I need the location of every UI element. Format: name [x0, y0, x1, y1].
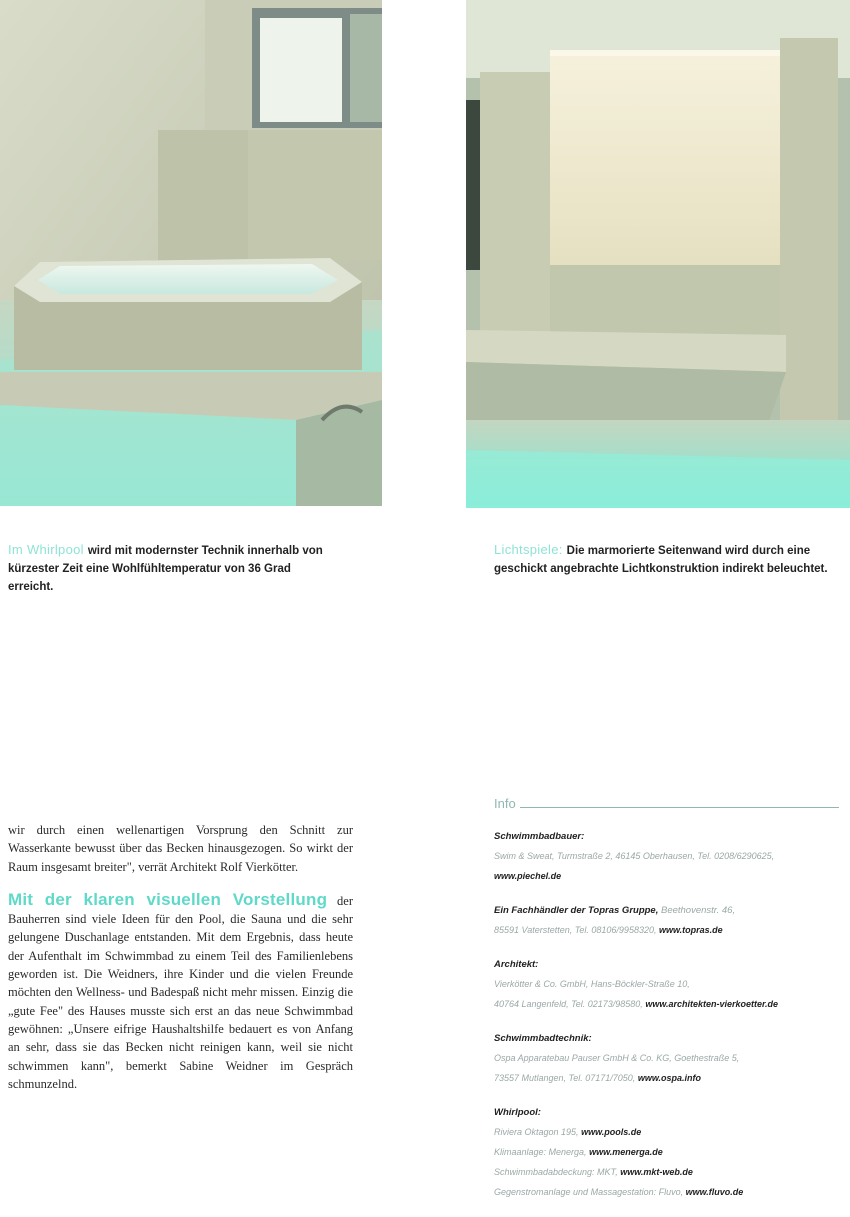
info-label: Architekt: [494, 959, 539, 970]
highlight-lead: Mit der klaren visuellen Vorstellung [8, 889, 328, 909]
info-line [494, 866, 839, 886]
info-line [494, 1142, 839, 1162]
info-line [494, 1068, 839, 1088]
info-label: Schwimmbadbauer: [494, 831, 585, 842]
article-paragraph-text: der Bauherren sind viele Ideen für den Pool, die Sauna und die sehr gelungene Duschanlage entstanden. Mit dem Ergebnis, dass heute der Aufenthalt im Schwimmbad zu einem Teil des Familienlebens geworden ist. Die Weidners, ihre Kinder und die vielen Freunde möchten den Wellness- und Badespaß nicht mehr missen. Einzig die „gute Fee" des Hauses musste sich erst an das neue Schwimmbad gewöhnen: „Unsere eifrige Haushaltshilfe bedauert es von Anfang an sehr, dass sie das Becken nicht reinigen kann, weil sie nicht schwimmen kann", bemerkt Sabine Weidner im Gespräch schmunzelnd. [8, 893, 354, 1091]
info-label [494, 901, 839, 920]
caption-text: Die marmorierte Seitenwand wird durch eine geschickt angebrachte Lichtkonstruktion indirekt beleuchtet. [494, 545, 828, 575]
info-header [494, 796, 839, 811]
info-link[interactable]: www.mkt-web.de [620, 1167, 693, 1177]
caption-lead: Lichtspiele: [494, 542, 563, 557]
info-line [494, 974, 839, 994]
info-text: 40764 Langenfeld, Tel. 02173/98580, [494, 999, 643, 1009]
info-link[interactable]: www.topras.de [658, 925, 723, 935]
info-link[interactable]: www.architekten-vierkoetter.de [645, 999, 779, 1009]
info-line [494, 1182, 839, 1202]
info-text: Vierkötter & Co. GmbH, Hans-Böckler-Straße 10, [494, 979, 690, 989]
info-block-schwimmbadtechnik [494, 1029, 839, 1088]
info-text: Swim & Sweat, Turmstraße 2, 46145 Oberhausen, Tel. 0208/6290625, [494, 851, 775, 861]
info-label-bold: Ein Fachhändler der Topras Gruppe, [494, 905, 659, 916]
caption-lichtspiele [494, 541, 839, 578]
article-paragraph: wir durch einen wellenartigen Vorsprung den Schnitt zur Wasserkante bewusst über das Becken hinausgezogen. So wirkt der Raum insgesamt breiter", verrät Architekt Rolf Vierkötter. [8, 823, 353, 874]
info-text: Riviera Oktagon 195, [494, 1127, 579, 1137]
info-label-rest: Beethovenstr. 46, [660, 905, 736, 916]
info-text: 85591 Vaterstetten, Tel. 08106/9958320, [494, 925, 657, 935]
caption-text: wird mit modernster Technik innerhalb von kürzester Zeit eine Wohlfühltemperatur von 36 Grad erreicht. [8, 545, 323, 593]
caption-whirlpool [8, 541, 338, 596]
info-block-schwimmbadbauer [494, 827, 839, 886]
info-line [494, 994, 839, 1014]
article-body [8, 821, 353, 1093]
info-block-whirlpool [494, 1103, 839, 1202]
info-label: Whirlpool: [494, 1107, 541, 1118]
info-text: Ospa Apparatebau Pauser GmbH & Co. KG, Goethestraße 5, [494, 1053, 740, 1063]
info-line [494, 846, 839, 866]
info-label: Schwimmbadtechnik: [494, 1033, 592, 1044]
info-link[interactable]: www.pools.de [581, 1127, 642, 1137]
info-text: Schwimmbadabdeckung: MKT, [494, 1167, 618, 1177]
info-block-topras [494, 901, 839, 940]
info-text: Klimaanlage: Menerga, [494, 1147, 587, 1157]
info-link[interactable]: www.piechel.de [494, 871, 562, 881]
info-line [494, 1162, 839, 1182]
article-paragraph [8, 890, 353, 1093]
marble-wall-photo [466, 0, 850, 508]
info-link[interactable]: www.fluvo.de [685, 1187, 744, 1197]
info-box [494, 796, 839, 1217]
info-line [494, 1048, 839, 1068]
info-link[interactable]: www.menerga.de [589, 1147, 663, 1157]
info-divider [520, 807, 839, 808]
info-text: 73557 Mutlangen, Tel. 07171/7050, [494, 1073, 636, 1083]
info-line [494, 1122, 839, 1142]
info-text: Gegenstromanlage und Massagestation: Fluvo, [494, 1187, 684, 1197]
info-line [494, 920, 839, 940]
info-link[interactable]: www.ospa.info [637, 1073, 701, 1083]
caption-lead: Im Whirlpool [8, 542, 84, 557]
info-block-architekt [494, 955, 839, 1014]
whirlpool-photo [0, 0, 382, 506]
info-title: Info [494, 796, 516, 811]
